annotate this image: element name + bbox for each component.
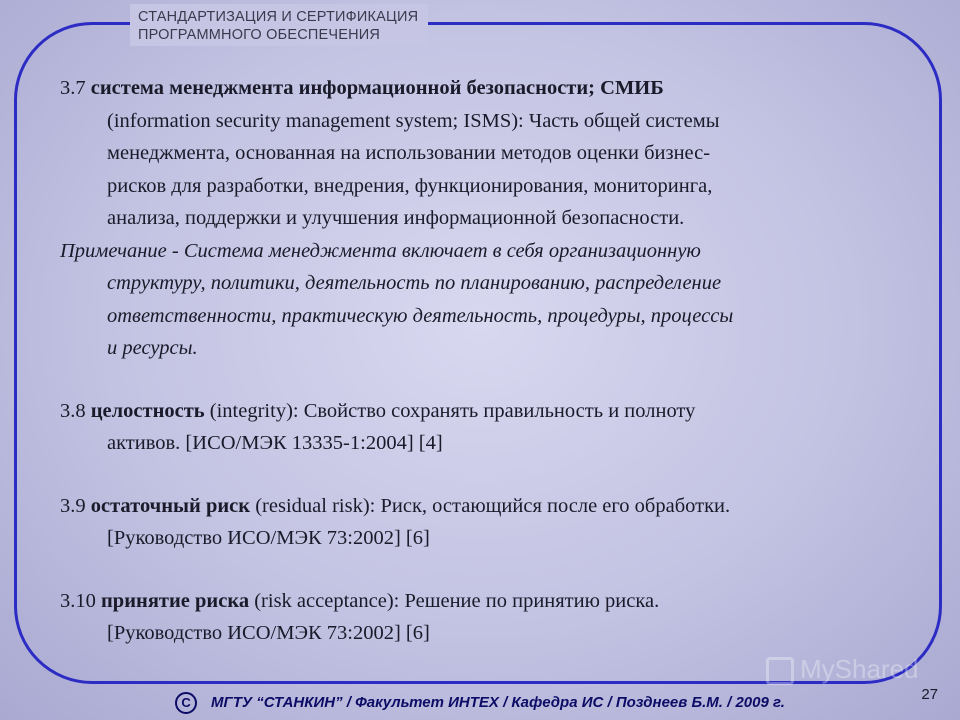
note-body <box>60 267 940 365</box>
note-line: и ресурсы. <box>107 337 198 359</box>
definition-body <box>60 617 940 650</box>
watermark-text: MyShared <box>800 654 919 684</box>
definition-line: [Руководство ИСО/МЭК 73:2002] [6] <box>107 527 430 549</box>
page-number: 27 <box>921 686 938 703</box>
definition-heading <box>60 490 940 523</box>
definition-3-9 <box>60 490 940 555</box>
definition-line: активов. [ИСО/МЭК 13335-1:2004] [4] <box>107 432 443 454</box>
header-line-1: СТАНДАРТИЗАЦИЯ И СЕРТИФИКАЦИЯ <box>138 9 419 25</box>
definition-heading <box>60 395 940 428</box>
definition-line: рисков для разработки, внедрения, функционирования, мониторинга, <box>107 174 713 197</box>
definition-3-7 <box>60 72 940 365</box>
slide-footer <box>0 692 960 714</box>
header-line-2: ПРОГРАММНОГО ОБЕСПЕЧЕНИЯ <box>138 27 381 43</box>
definition-number: 3.8 <box>60 399 86 422</box>
definition-body <box>60 522 940 555</box>
footer-text: МГТУ “СТАНКИН” / Факультет ИНТЕХ / Кафедра ИС / Позднеев Б.М. / 2009 г. <box>211 693 785 711</box>
definition-line: [Руководство ИСО/МЭК 73:2002] [6] <box>107 622 430 644</box>
definition-term: остаточный риск <box>90 494 251 517</box>
definition-text: (residual risk): Риск, остающийся после его обработки. <box>255 494 731 517</box>
definition-term: система менеджмента информационной безопасности; СМИБ <box>90 77 664 99</box>
watermark-logo <box>766 654 919 685</box>
definition-term: целостность <box>90 399 205 422</box>
spacer <box>60 555 940 585</box>
definition-line: анализа, поддержки и улучшения информационной безопасности. <box>107 207 685 229</box>
definition-3-8 <box>60 395 940 460</box>
definition-body <box>60 105 940 235</box>
copyright-icon: C <box>175 692 197 714</box>
definition-heading <box>60 585 940 618</box>
slide-header <box>130 4 428 46</box>
note-line: структуру, политики, деятельность по планированию, распределение <box>107 272 722 294</box>
definition-line: (information security management system; ISMS): Часть общей системы <box>107 109 720 132</box>
definition-heading <box>60 72 940 105</box>
note-line: ответственности, практическую деятельность, процедуры, процессы <box>107 304 734 327</box>
spacer <box>60 460 940 490</box>
definition-body <box>60 427 940 460</box>
definition-number: 3.7 <box>60 77 86 99</box>
note-heading: Примечание - Система менеджмента включает в себя организационную <box>60 239 701 262</box>
definition-number: 3.10 <box>60 589 96 612</box>
definition-number: 3.9 <box>60 494 86 517</box>
presentation-icon <box>766 657 794 685</box>
definition-text: (integrity): Свойство сохранять правильность и полноту <box>209 399 696 422</box>
definition-3-10 <box>60 585 940 650</box>
slide-content <box>60 72 940 650</box>
definition-term: принятие риска <box>101 589 250 612</box>
definition-line: менеджмента, основанная на использовании методов оценки бизнес- <box>107 142 711 164</box>
spacer <box>60 365 940 395</box>
definition-text: (risk acceptance): Решение по принятию риска. <box>254 589 660 612</box>
